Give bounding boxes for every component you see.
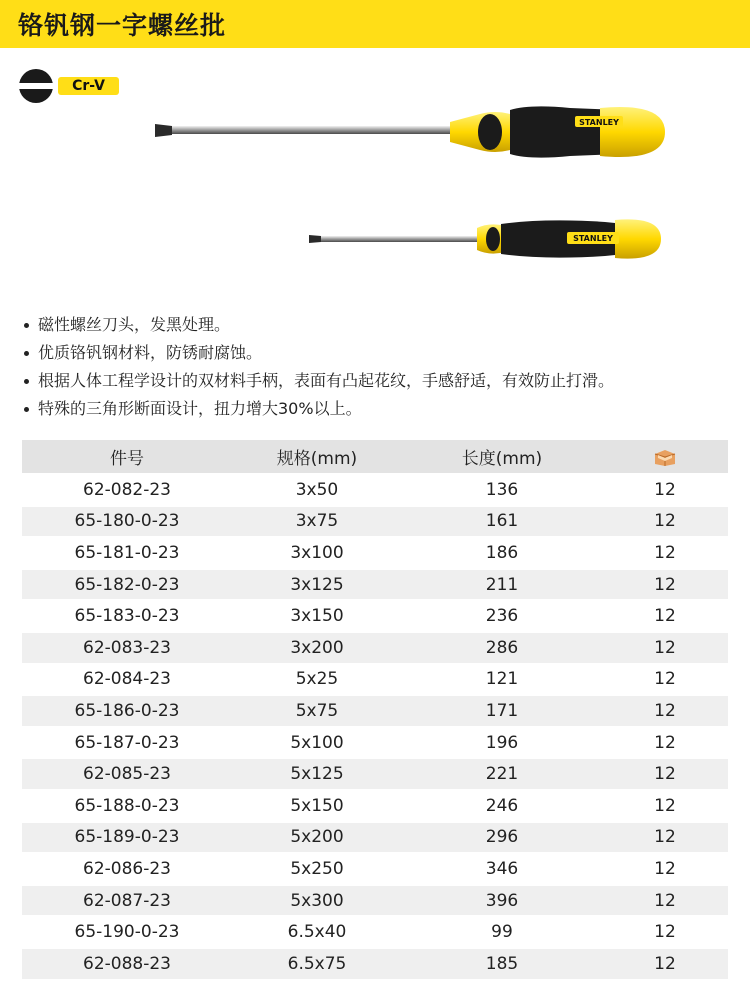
cell-length: 99: [402, 916, 602, 948]
cell-length: 136: [402, 474, 602, 506]
table-row: [22, 600, 728, 632]
feature-item: 磁性螺丝刀头，发黑处理。: [22, 311, 614, 339]
table-row: [22, 916, 728, 948]
table-row: [22, 727, 728, 759]
slotted-screw-icon: [18, 68, 54, 104]
table-row: [22, 822, 728, 854]
cell-carton-qty: 12: [602, 822, 728, 854]
feature-list: [22, 311, 614, 423]
header-bar: [0, 0, 750, 48]
table-row: [22, 632, 728, 664]
box-icon: [653, 447, 677, 467]
cell-part-number: 65-188-0-23: [22, 790, 232, 822]
table-row: [22, 537, 728, 569]
cell-length: 296: [402, 822, 602, 854]
cell-length: 171: [402, 695, 602, 727]
cell-part-number: 65-183-0-23: [22, 600, 232, 632]
cell-part-number: 62-086-23: [22, 853, 232, 885]
cell-carton-qty: 12: [602, 758, 728, 790]
table-row: [22, 569, 728, 601]
cell-carton-qty: 12: [602, 506, 728, 538]
header-part-number: 件号: [22, 440, 232, 474]
cell-carton-qty: 12: [602, 474, 728, 506]
cell-carton-qty: 12: [602, 537, 728, 569]
page-title: 铬钒钢一字螺丝批: [18, 11, 227, 40]
cell-carton-qty: 12: [602, 695, 728, 727]
table-row: [22, 474, 728, 506]
cell-carton-qty: 12: [602, 885, 728, 917]
small-screwdriver-image: [305, 214, 665, 264]
header-length: 长度(mm): [402, 440, 602, 474]
cell-length: 286: [402, 632, 602, 664]
cell-length: 121: [402, 664, 602, 696]
cell-spec: 3x150: [232, 600, 402, 632]
table-row: [22, 695, 728, 727]
cell-part-number: 65-187-0-23: [22, 727, 232, 759]
cell-spec: 5x100: [232, 727, 402, 759]
cell-carton-qty: 12: [602, 600, 728, 632]
cell-length: 196: [402, 727, 602, 759]
cell-spec: 5x25: [232, 664, 402, 696]
table-row: [22, 664, 728, 696]
cell-spec: 3x200: [232, 632, 402, 664]
table-row: [22, 853, 728, 885]
cell-carton-qty: 12: [602, 948, 728, 980]
cell-part-number: 65-186-0-23: [22, 695, 232, 727]
cell-spec: 6.5x40: [232, 916, 402, 948]
cell-carton-qty: 12: [602, 853, 728, 885]
cell-spec: 5x150: [232, 790, 402, 822]
cell-part-number: 62-083-23: [22, 632, 232, 664]
cell-length: 346: [402, 853, 602, 885]
spec-table: [22, 440, 728, 981]
cell-length: 221: [402, 758, 602, 790]
cell-part-number: 62-087-23: [22, 885, 232, 917]
cell-spec: 5x200: [232, 822, 402, 854]
cell-carton-qty: 12: [602, 632, 728, 664]
cell-spec: 5x75: [232, 695, 402, 727]
cell-spec: 3x75: [232, 506, 402, 538]
feature-item: 根据人体工程学设计的双材料手柄，表面有凸起花纹，手感舒适，有效防止打滑。: [22, 367, 614, 395]
cell-carton-qty: 12: [602, 664, 728, 696]
cell-part-number: 62-084-23: [22, 664, 232, 696]
feature-item: 特殊的三角形断面设计，扭力增大30%以上。: [22, 395, 614, 423]
cell-part-number: 62-085-23: [22, 758, 232, 790]
table-row: [22, 885, 728, 917]
table-row: [22, 758, 728, 790]
brand-label: STANLEY: [579, 118, 619, 127]
cell-spec: 3x100: [232, 537, 402, 569]
table-row: [22, 790, 728, 822]
material-badge: Cr-V: [58, 77, 119, 95]
cell-length: 185: [402, 948, 602, 980]
feature-item: 优质铬钒钢材料，防锈耐腐蚀。: [22, 339, 614, 367]
cell-carton-qty: 12: [602, 790, 728, 822]
cell-spec: 5x300: [232, 885, 402, 917]
cell-carton-qty: 12: [602, 727, 728, 759]
cell-carton-qty: 12: [602, 569, 728, 601]
cell-spec: 5x125: [232, 758, 402, 790]
header-spec: 规格(mm): [232, 440, 402, 474]
brand-label-small: STANLEY: [573, 234, 613, 243]
header-carton-qty: [602, 440, 728, 474]
cell-length: 236: [402, 600, 602, 632]
cell-part-number: 65-180-0-23: [22, 506, 232, 538]
cell-length: 246: [402, 790, 602, 822]
cell-part-number: 65-189-0-23: [22, 822, 232, 854]
cell-part-number: 65-190-0-23: [22, 916, 232, 948]
cell-spec: 6.5x75: [232, 948, 402, 980]
cell-part-number: 65-182-0-23: [22, 569, 232, 601]
table-row: [22, 948, 728, 980]
cell-carton-qty: 12: [602, 916, 728, 948]
cell-spec: 3x125: [232, 569, 402, 601]
table-header-row: [22, 440, 728, 474]
cell-length: 211: [402, 569, 602, 601]
cell-spec: 3x50: [232, 474, 402, 506]
cell-part-number: 62-082-23: [22, 474, 232, 506]
cell-length: 186: [402, 537, 602, 569]
cell-spec: 5x250: [232, 853, 402, 885]
cell-length: 396: [402, 885, 602, 917]
cell-part-number: 62-088-23: [22, 948, 232, 980]
large-screwdriver-image: [150, 100, 670, 164]
cell-length: 161: [402, 506, 602, 538]
table-row: [22, 506, 728, 538]
cell-part-number: 65-181-0-23: [22, 537, 232, 569]
